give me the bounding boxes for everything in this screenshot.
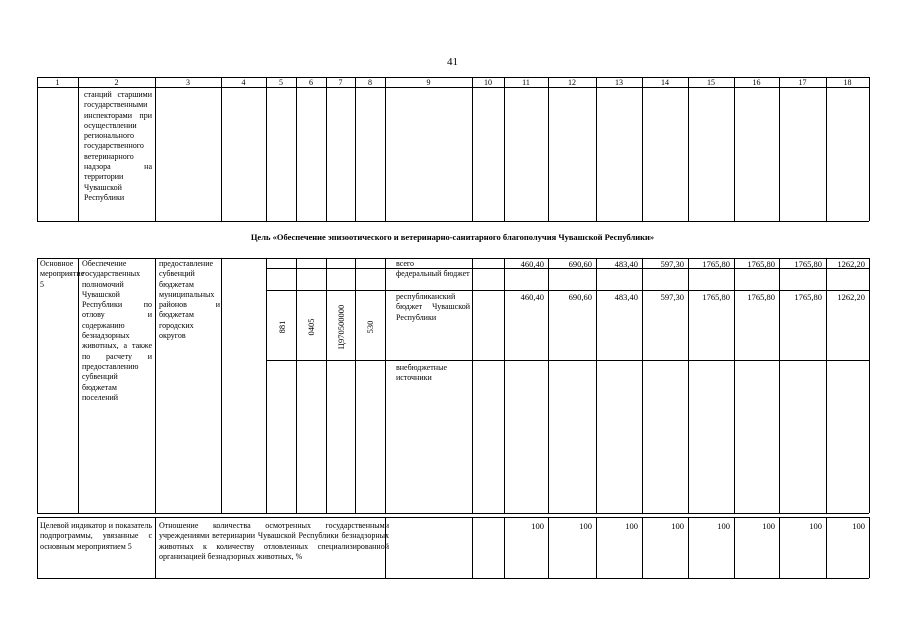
indicator-value: 100 (809, 521, 822, 531)
v-rule (37, 517, 38, 578)
column-number: 3 (186, 78, 190, 87)
indicator-value: 100 (762, 521, 775, 531)
indicator-value: 100 (717, 521, 730, 531)
funding-value: 597,30 (660, 259, 684, 269)
code-expense-type: 530 (365, 320, 375, 334)
page-number: 41 (447, 56, 458, 68)
funding-value: 1765,80 (794, 259, 822, 269)
v-rule (355, 258, 356, 513)
indicator-label: Целевой индикатор и показатель подпрограммы, увязанные с основным мероприятием 5 (40, 521, 152, 551)
funding-value: 690,60 (568, 292, 592, 302)
indicator-value: 100 (625, 521, 638, 531)
v-rule (326, 258, 327, 513)
v-rule (221, 258, 222, 513)
column-number: 14 (661, 78, 669, 87)
event-name: Обеспечение государственных полномочий Чувашской Республики по отлову и содержанию безнадзорных животных, а также по расчету и предоставлению субвенций бюджетам поселений (82, 259, 152, 402)
funding-value: 1765,80 (702, 292, 730, 302)
code-section: 0405 (306, 318, 316, 336)
column-number: 7 (338, 78, 343, 87)
column-number: 17 (798, 78, 807, 87)
funding-value: 1765,80 (794, 292, 822, 302)
event-executor: предоставление субвенций бюджетам муниципальных районов и бюджетам городских округов (159, 259, 220, 341)
funding-value: 483,40 (614, 259, 638, 269)
v-rule (266, 77, 267, 221)
column-number: 12 (568, 78, 576, 87)
column-number: 5 (279, 78, 283, 87)
v-rule (155, 517, 156, 578)
h-rule (266, 290, 869, 291)
v-rule (642, 77, 643, 221)
column-number: 16 (752, 78, 761, 87)
code-grbs: 881 (277, 320, 287, 334)
column-number: 15 (707, 78, 715, 87)
v-rule (826, 77, 827, 221)
column-number: 9 (426, 78, 431, 87)
funding-source-extrabudget: внебюджетные источники (396, 363, 447, 383)
v-rule (779, 77, 780, 221)
v-rule (355, 77, 356, 221)
funding-source-federal: федеральный бюджет (396, 269, 470, 278)
v-rule (78, 258, 79, 513)
v-rule (221, 77, 222, 221)
column-number: 18 (843, 78, 852, 87)
column-number: 13 (615, 78, 623, 87)
funding-value: 1765,80 (747, 259, 775, 269)
funding-value: 597,30 (660, 292, 684, 302)
h-rule (37, 578, 869, 579)
v-rule (155, 258, 156, 513)
v-rule (266, 258, 267, 513)
h-rule (37, 517, 869, 518)
v-rule (37, 77, 38, 221)
funding-value: 460,40 (520, 259, 544, 269)
v-rule (296, 77, 297, 221)
funding-value: 483,40 (614, 292, 638, 302)
indicator-value: 100 (531, 521, 544, 531)
v-rule (472, 258, 473, 513)
h-rule (266, 360, 869, 361)
funding-source-republic: республиканский бюджет Чувашской Республики (396, 292, 470, 322)
code-target-article: Ц970500000 (336, 304, 346, 350)
funding-value: 1765,80 (747, 292, 775, 302)
indicator-value: 100 (671, 521, 684, 531)
column-number: 10 (484, 78, 492, 87)
v-rule (78, 77, 79, 221)
continuation-text: станций старшими государственными инспекторами при осуществлении регионального государственного ветеринарного надзора на территории Чувашской Республики (84, 90, 152, 202)
h-rule (37, 87, 869, 88)
goal-title: Цель «Обеспечение эпизоотического и ветеринарно-санитарного благополучия Чувашской Республики» (250, 232, 655, 242)
funding-value: 690,60 (568, 259, 592, 269)
v-rule (596, 77, 597, 221)
v-rule (472, 77, 473, 221)
column-number: 8 (368, 78, 372, 87)
funding-value: 1262,20 (837, 259, 865, 269)
funding-source-total: всего (396, 259, 415, 268)
v-rule (155, 77, 156, 221)
column-number: 4 (241, 78, 246, 87)
v-rule (869, 517, 870, 578)
funding-value: 1262,20 (837, 292, 865, 302)
v-rule (385, 258, 386, 513)
v-rule (688, 77, 689, 221)
funding-value: 1765,80 (702, 259, 730, 269)
indicator-value: 100 (852, 521, 865, 531)
h-rule (37, 513, 869, 514)
h-rule (37, 221, 869, 222)
v-rule (296, 258, 297, 513)
v-rule (37, 258, 38, 513)
event-type: Основное мероприятие 5 (40, 259, 85, 289)
v-rule (548, 77, 549, 221)
indicator-value: 100 (579, 521, 592, 531)
v-rule (472, 517, 473, 578)
v-rule (734, 77, 735, 221)
v-rule (869, 258, 870, 513)
v-rule (385, 77, 386, 221)
column-number: 2 (114, 78, 119, 87)
column-number: 6 (309, 78, 313, 87)
funding-value: 460,40 (520, 292, 544, 302)
column-number: 11 (522, 78, 530, 87)
v-rule (869, 77, 870, 221)
v-rule (326, 77, 327, 221)
column-number: 1 (55, 78, 60, 87)
indicator-description: Отношение количества осмотренных государственными учреждениями ветеринарии Чувашской Республики безнадзорных животных к количеству отловленных специализированной организацией безнадзорных животных, % (159, 521, 389, 561)
v-rule (504, 77, 505, 221)
